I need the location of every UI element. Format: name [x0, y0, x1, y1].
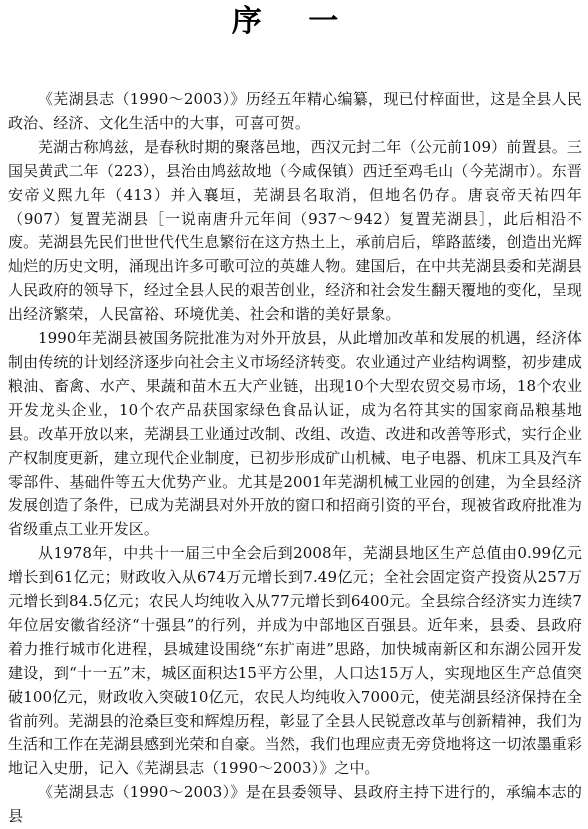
document-title: 序 一: [231, 4, 357, 39]
paragraph-2: 芜湖古称鸠兹，是春秋时期的聚落邑地，西汉元封二年（公元前109）前置县。三国吴黄武二年（223），县治由鸠兹故地（今咸保镇）西迁至鸡毛山（今芜湖市）。东晋安帝义熙九年（413）并入襄垣，芜湖县名取消，但地名仍存。唐哀帝天祐四年（907）复置芜湖县［一说南唐升元年间（937～942）复置芜湖县］，此后相沿不废。芜湖县先民们世世代代生息繁衍在这方热土上，承前启后，筚路蓝缕，创造出光辉灿烂的历史文明，涌现出许多可歌可泣的英雄人物。建国后，在中共芜湖县委和芜湖县人民政府的领导下，经过全县人民的艰苦创业，经济和社会发生翻天覆地的变化，呈现出经济繁荣，人民富裕、环境优美、社会和谐的美好景象。: [8, 137, 582, 324]
paragraph-3: 1990年芜湖县被国务院批准为对外开放县，从此增加改革和发展的机遇，经济体制由传统的计划经济逐步向社会主义市场经济转变。农业通过产业结构调整，初步建成粮油、畜禽、水产、果蔬和苗木五大产业链，出现10个大型农贸交易市场，18个农业开发龙头企业，10个农产品获国家绿色食品认证，成为名符其实的国家商品粮基地县。改革开放以来，芜湖县工业通过改制、改组、改造、改进和改善等形式，实行企业产权制度更新，建立现代企业制度，已初步形成矿山机械、电子电器、机床工具及汽车零部件、基础件等五大优势产业。尤其是2001年芜湖机械工业园的创建，为全县经济发展创造了条件，已成为芜湖县对外开放的窗口和招商引资的平台，现被省政府批准为省级重点工业开发区。: [8, 329, 582, 539]
paragraph-5: 《芜湖县志（1990～2003）》是在县委领导、县政府主持下进行的，承编本志的县: [8, 783, 582, 826]
paragraph-4: 从1978年，中共十一届三中全会后到2008年，芜湖县地区生产总值由0.99亿元增长到61亿元；财政收入从674万元增长到7.49亿元；全社会固定资产投资从257万元增长到84.5亿元；农民人均纯收入从77元增长到6400元。全县综合经济实力连续7年位居安徽省经济“十强县”的行列，并成为中部地区百强县。近年来，县委、县政府着力推行城市化进程，县城建设围绕“东扩南进”思路，加快城南新区和东湖公园开发建设，到“十一五”末，城区面积达15平方公里，人口达15万人，实现地区生产总值突破100亿元，财政收入突破10亿元，农民人均纯收入7000元，使芜湖县经济保持在全省前列。芜湖县的沧桑巨变和辉煌历程，彰显了全县人民锐意改革与创新精神，我们为生活和工作在芜湖县感到光荣和自豪。当然，我们也理应责无旁贷地将这一切浓墨重彩地记入史册，记入《芜湖县志（1990～2003）》之中。: [8, 544, 582, 778]
document-body: [8, 88, 582, 829]
paragraph-1: 《芜湖县志（1990～2003）》历经五年精心编纂，现已付梓面世，这是全县人民政治、经济、文化生活中的大事，可喜可贺。: [8, 90, 582, 132]
